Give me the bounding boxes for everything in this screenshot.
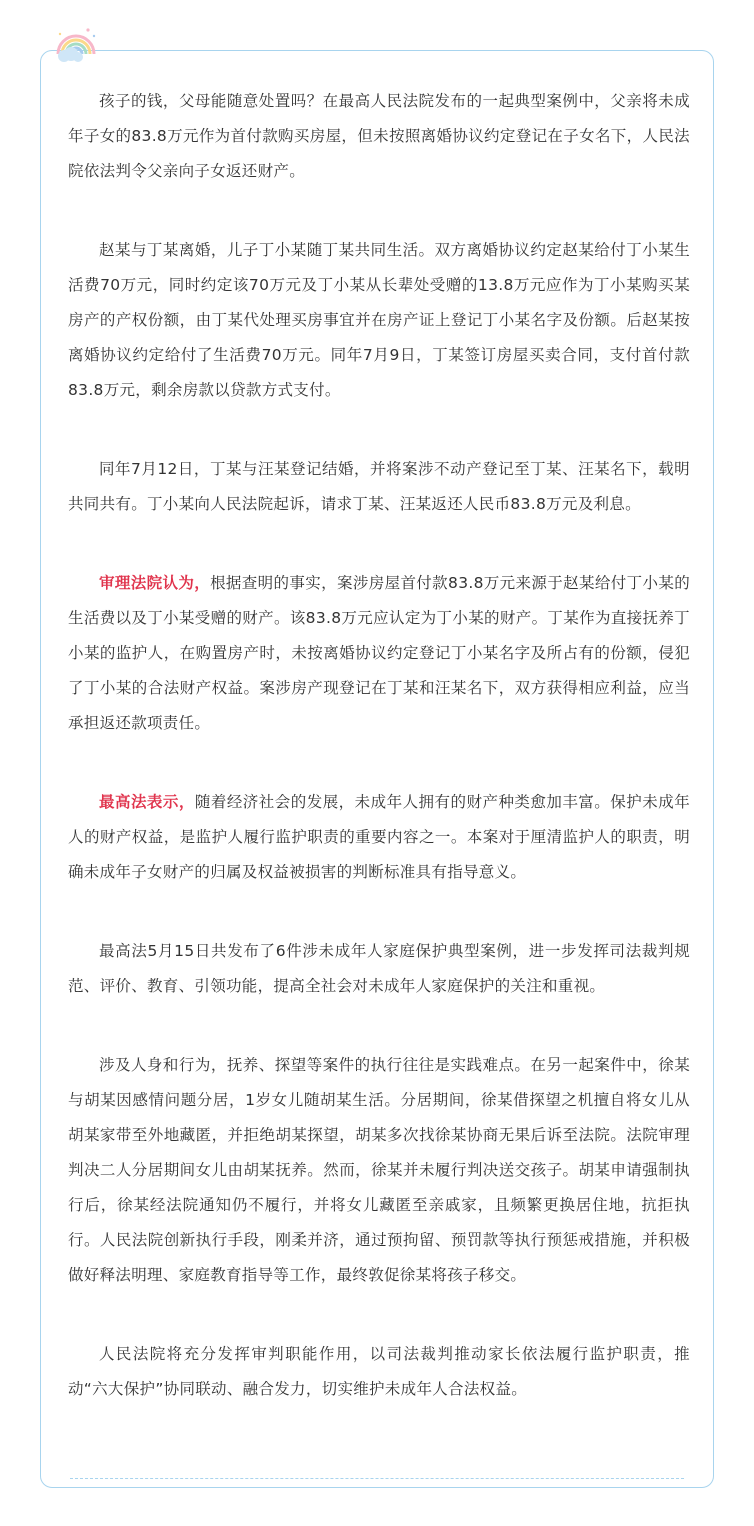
paragraph-intro: 孩子的钱，父母能随意处置吗？在最高人民法院发布的一起典型案例中，父亲将未成年子女的83.8万元作为首付款购买房屋，但未按照离婚协议约定登记在子女名下，人民法院依法判令父亲向子女返还财产。 [68, 92, 690, 180]
paragraph-case-facts: 赵某与丁某离婚，儿子丁小某随丁某共同生活。双方离婚协议约定赵某给付丁小某生活费70万元，同时约定该70万元及丁小某从长辈处受赠的13.8万元应作为丁小某购买某房产的产权份额，由丁某代处理买房事宜并在房产证上登记丁小某名字及份额。后赵某按离婚协议约定给付了生活费70万元。同年7月9日，丁某签订房屋买卖合同，支付首付款83.8万元，剩余房款以贷款方式支付。 [68, 241, 690, 399]
court-opinion-body: 根据查明的事实，案涉房屋首付款83.8万元来源于赵某给付丁小某的生活费以及丁小某受赠的财产。该83.8万元应认定为丁小某的财产。丁某作为直接抚养丁小某的监护人，在购置房产时，未按离婚协议约定登记丁小某名字及所占有的份额，侵犯了丁小某的合法财产权益。案涉房产现登记在丁某和汪某名下，双方获得相应利益，应当承担返还款项责任。 [68, 574, 690, 732]
paragraph-typical-cases: 最高法5月15日共发布了6件涉未成年人家庭保护典型案例，进一步发挥司法裁判规范、评价、教育、引领功能，提高全社会对未成年人家庭保护的关注和重视。 [68, 942, 690, 995]
supreme-court-lead: 最高法表示， [99, 793, 195, 811]
article-body [68, 84, 690, 1451]
paragraph-conclusion: 人民法院将充分发挥审判职能作用，以司法裁判推动家长依法履行监护职责，推动“六大保护”协同联动、融合发力，切实维护未成年人合法权益。 [68, 1345, 690, 1398]
paragraph-court-opinion [68, 566, 690, 741]
paragraph-enforcement-case: 涉及人身和行为，抚养、探望等案件的执行往往是实践难点。在另一起案件中，徐某与胡某因感情问题分居，1岁女儿随胡某生活。分居期间，徐某借探望之机擅自将女儿从胡某家带至外地藏匿，并拒绝胡某探望，胡某多次找徐某协商无果后诉至法院。法院审理判决二人分居期间女儿由胡某抚养。然而，徐某并未履行判决送交孩子。胡某申请强制执行后，徐某经法院通知仍不履行，并将女儿藏匿至亲戚家，且频繁更换居住地，抗拒执行。人民法院创新执行手段，刚柔并济，通过预拘留、预罚款等执行预惩戒措施，并积极做好释法明理、家庭教育指导等工作，最终敦促徐某将孩子移交。 [68, 1056, 690, 1284]
supreme-court-body: 随着经济社会的发展，未成年人拥有的财产种类愈加丰富。保护未成年人的财产权益，是监护人履行监护职责的重要内容之一。本案对于厘清监护人的职责，明确未成年子女财产的归属及权益被损害的判断标准具有指导意义。 [68, 793, 690, 881]
paragraph-lawsuit: 同年7月12日，丁某与汪某登记结婚，并将案涉不动产登记至丁某、汪某名下，载明共同共有。丁小某向人民法院起诉，请求丁某、汪某返还人民币83.8万元及利息。 [68, 460, 690, 513]
rainbow-cloud-icon [52, 20, 100, 64]
court-opinion-lead: 审理法院认为， [99, 574, 211, 592]
paragraph-supreme-court-statement [68, 785, 690, 890]
bottom-divider [70, 1478, 684, 1479]
